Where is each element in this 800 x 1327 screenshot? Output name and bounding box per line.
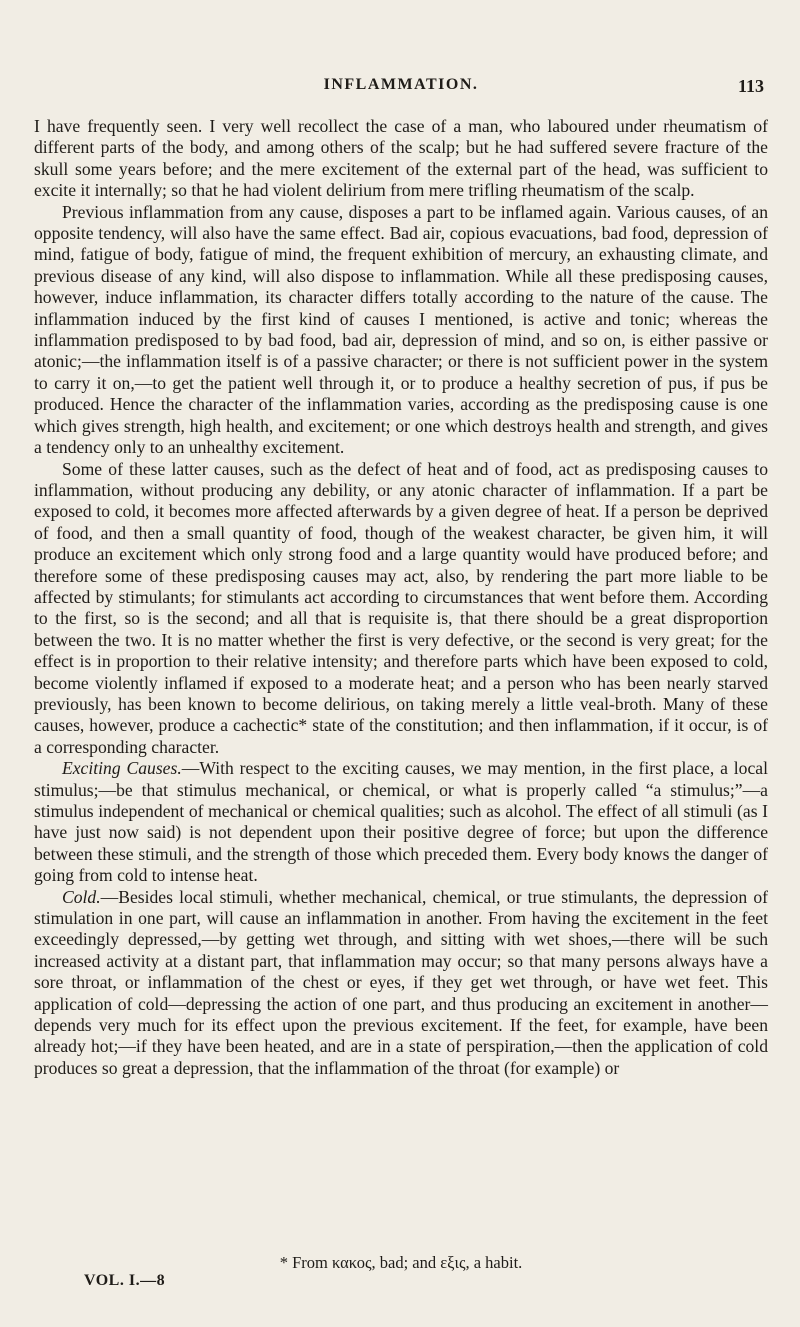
paragraph [34,459,768,759]
signature-mark: VOL. I.—8 [84,1272,166,1289]
footnote: * From κακος, bad; and εξις, a habit. [279,1253,523,1272]
paragraph-text: Some of these latter causes, such as the defect of heat and of food, act as predisposing causes to inflammation, without producing any debility, or any atonic character of inflammation. If a part be exposed to cold, it becomes more affected afterwards by a given degree of heat. If a person be deprived of food, and then a small quantity of food, though of the weakest character, be given him, it will produce an excitement which only strong food and a large quantity would have produced before; and therefore some of these predisposing causes may act, also, by rendering the part more liable to be affected by stimulants; for stimulants act according to circumstances that went before them. According to the first, so is the second; and all that is requisite is, that there should be a great disproportion between the two. It is no matter whether the first is very defective, or the second is very great; for the effect is in proportion to their relative intensity; and therefore parts which have been exposed to cold, become violently inflamed if exposed to a moderate heat; and a person who has been nearly starved previously, has been known to become delirious, on taking merely a little veal-broth. Many of these causes, however, produce a cachectic* state of the constitution; and then inflammation, if it occur, is of a corresponding character. [34,458,768,757]
running-title: INFLAMMATION. [323,76,479,93]
section-heading-exciting-causes: Exciting Causes. [62,758,182,779]
paragraph [34,202,768,459]
paragraph-text: —Besides local stimuli, whether mechanical, chemical, or true stimulants, the depression of stimulation in one part, will cause an inflammation in another. From having the excitement in the feet exceedingly depressed,—by getting wet through, and sitting with wet shoes,—there will be such increased activity at a distant part, that inflammation may occur; so that many persons always have a sore throat, or inflammation of the chest or eyes, if they get wet through, or have wet feet. This application of cold—depressing the action of one part, and thus producing an excitement in another—depends very much for its effect upon the previous excitement. If the feet, for example, have been already hot;—if they have been heated, and are in a state of perspiration,—then the application of cold produces so great a depression, that the inflammation of the throat (for example) or [34,886,768,1078]
paragraph [34,758,768,886]
paragraph-text: —With respect to the exciting causes, we may mention, in the first place, a local stimulus;—be that stimulus mechanical, or chemical, or what is properly called “a stimulus;”—a stimulus independent of mechanical or chemical qualities; such as alcohol. The effect of all stimuli (as I have just now said) is not dependent upon their positive degree of force; but upon the difference between these stimuli, and the strength of those which preceded them. Every body knows the danger of going from cold to intense heat. [34,758,768,886]
paragraph [34,116,768,202]
page-number: 113 [737,76,764,96]
running-head [34,76,768,98]
paragraph-text: I have frequently seen. I very well recollect the case of a man, who laboured under rheumatism of different parts of the body, and among others of the scalp; but he had suffered severe fracture of the skull some years before; and the mere excitement of the external part of the head, was sufficient to excite it internally; so that he had violent delirium from mere trifling rheumatism of the scalp. [34,116,768,201]
paragraph [34,887,768,1080]
paragraph-text: Previous inflammation from any cause, disposes a part to be inflamed again. Various causes, of an opposite tendency, will also have the same effect. Bad air, copious evacuations, bad food, depression of mind, fatigue of body, fatigue of mind, the frequent exhibition of mercury, an exhausting climate, and previous disease of any kind, will also dispose to inflammation. While all these predisposing causes, however, induce inflammation, its character differs totally according to the nature of the cause. The inflammation induced by the first kind of causes I mentioned, is active and tonic; whereas the inflammation predisposed to by bad food, bad air, depression of mind, and so on, is either passive or atonic;—the inflammation itself is of a passive character; or there is not sufficient power in the system to carry it on,—to get the patient well through it, or to produce a healthy secretion of pus, if pus be produced. Hence the character of the inflammation varies, according as the predisposing cause is one which gives strength, high health, and excitement; or one which destroys health and strength, and gives a tendency only to an unhealthy excitement. [34,201,768,458]
section-heading-cold: Cold. [62,886,101,907]
body-text [34,116,768,1079]
